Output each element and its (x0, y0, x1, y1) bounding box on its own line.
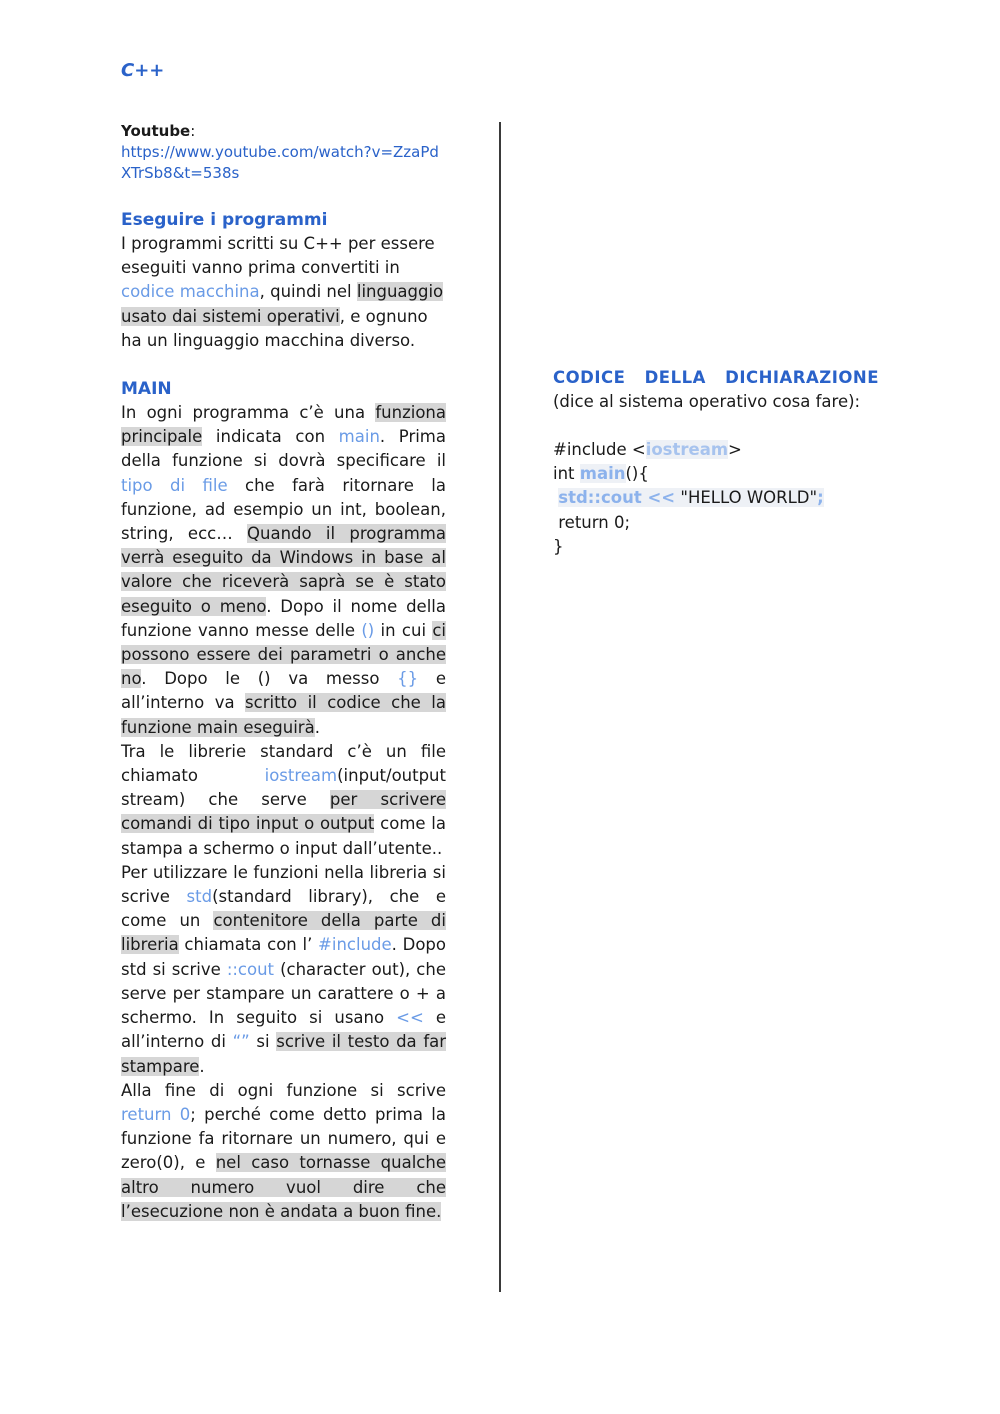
keyword: return 0 (121, 1104, 191, 1124)
paragraph-main-4 (121, 1079, 446, 1224)
text: chiamata con l’ (178, 935, 319, 955)
text: Tra le librerie standard c’è un file chiamato (121, 741, 446, 786)
keyword: tipo di file (121, 475, 228, 495)
keyword: main (338, 427, 380, 447)
code-text: > (728, 440, 742, 459)
keyword: codice macchina (121, 282, 260, 302)
text: , quindi nel (259, 282, 357, 302)
keyword: () (361, 620, 375, 640)
code-text: int (553, 464, 580, 484)
text: . Dopo il nome della funzione vanno messe delle (121, 596, 446, 640)
paragraph-eseguire (121, 232, 446, 353)
code-keyword: iostream (645, 440, 729, 459)
text: (standard library), che e come un (121, 887, 446, 931)
text: (character out), che serve per stampare un carattere o + a schermo. In seguito si usano (121, 959, 446, 1028)
keyword: << (396, 1008, 424, 1028)
section-heading-eseguire: Eseguire i programmi (121, 210, 328, 230)
code-keyword: main (579, 464, 626, 484)
keyword: {} (397, 669, 419, 689)
code-block (553, 438, 879, 559)
keyword: std (186, 887, 213, 907)
code-keyword: ; (817, 488, 824, 508)
text: e all’interno va (121, 669, 446, 713)
text: che farà ritornare la funzione, ad esempio un int, boolean, string, ecc… (121, 475, 446, 544)
code-keyword: std::cout << (558, 488, 676, 508)
section-heading-main: MAIN (121, 379, 172, 400)
code-line-main (553, 462, 879, 486)
youtube-link[interactable]: https://www.youtube.com/watch?v=ZzaPdXTrSb8&t=538s (121, 143, 439, 182)
paragraph-main-3 (121, 861, 446, 1079)
code-text: return 0; (558, 512, 631, 532)
paragraph-main-2 (121, 740, 446, 861)
highlight: funziona principale (121, 403, 446, 447)
text: si (249, 1032, 277, 1052)
text: ; perché come detto prima la funzione fa ritornare un numero, qui e zero(0), e (121, 1104, 446, 1173)
code-section-heading: CODICE DELLA DICHIARAZIONE (553, 368, 879, 387)
text: . (314, 717, 320, 737)
code-line-return (553, 511, 879, 535)
highlight: ci possono essere dei parametri o anche no (121, 620, 447, 689)
code-line-cout (553, 486, 879, 510)
text: . (199, 1056, 205, 1076)
text: (input/output stream) che serve (121, 766, 446, 810)
youtube-label: Youtube (121, 122, 191, 140)
highlight: linguaggio usato dai sistemi operativi (121, 282, 444, 326)
highlight: contenitore della parte di libreria (121, 911, 446, 955)
left-column (121, 120, 446, 1224)
text: come la stampa a schermo o input dall’utente.. (121, 814, 447, 858)
text: . Dopo std si scrive (121, 935, 446, 979)
highlight: scritto il codice che la funzione main eseguirà (121, 693, 446, 737)
code-line-include (553, 438, 879, 462)
paragraph-main-1 (121, 401, 446, 740)
code-section-subtitle: (dice al sistema operativo cosa fare): (553, 392, 861, 411)
page-title: C++ (121, 60, 165, 81)
code-text: "HELLO WORLD" (675, 488, 818, 508)
keyword: iostream (264, 766, 338, 786)
youtube-label-line (121, 120, 446, 142)
code-text: (){ (625, 464, 649, 484)
text: indicata con (202, 427, 339, 447)
column-divider (499, 122, 501, 1292)
highlight: Quando il programma verrà eseguito da Windows in base al valore che riceverà saprà se è stato eseguito o meno (121, 524, 446, 616)
keyword: ::cout (226, 959, 275, 979)
text: . Prima della funzione si dovrà specificare il (121, 427, 446, 471)
highlight: scrive il testo da far stampare (121, 1032, 447, 1076)
youtube-colon: : (190, 122, 196, 140)
right-column (553, 366, 879, 559)
keyword: #include (318, 935, 392, 955)
code-line-close: } (553, 536, 564, 556)
text: , e ognuno ha un linguaggio macchina diverso. (121, 306, 428, 350)
text: I programmi scritti su C++ per essere eseguiti vanno prima convertiti in (121, 234, 435, 278)
text: In ogni programma c’è una (121, 403, 376, 423)
text: e all’interno di (121, 1008, 446, 1052)
text: Per utilizzare le funzioni nella libreria si scrive (121, 862, 446, 907)
code-text: #include < (553, 440, 646, 459)
highlight: per scrivere comandi di tipo input o output (121, 790, 446, 834)
keyword: “” (232, 1032, 250, 1052)
highlight: nel caso tornasse qualche altro numero vuol dire che l’esecuzione non è andata a buon fine. (121, 1153, 446, 1221)
text: Alla fine di ogni funzione si scrive (121, 1080, 446, 1100)
text: in cui (374, 620, 433, 640)
text: . Dopo le () va messo (141, 669, 398, 689)
